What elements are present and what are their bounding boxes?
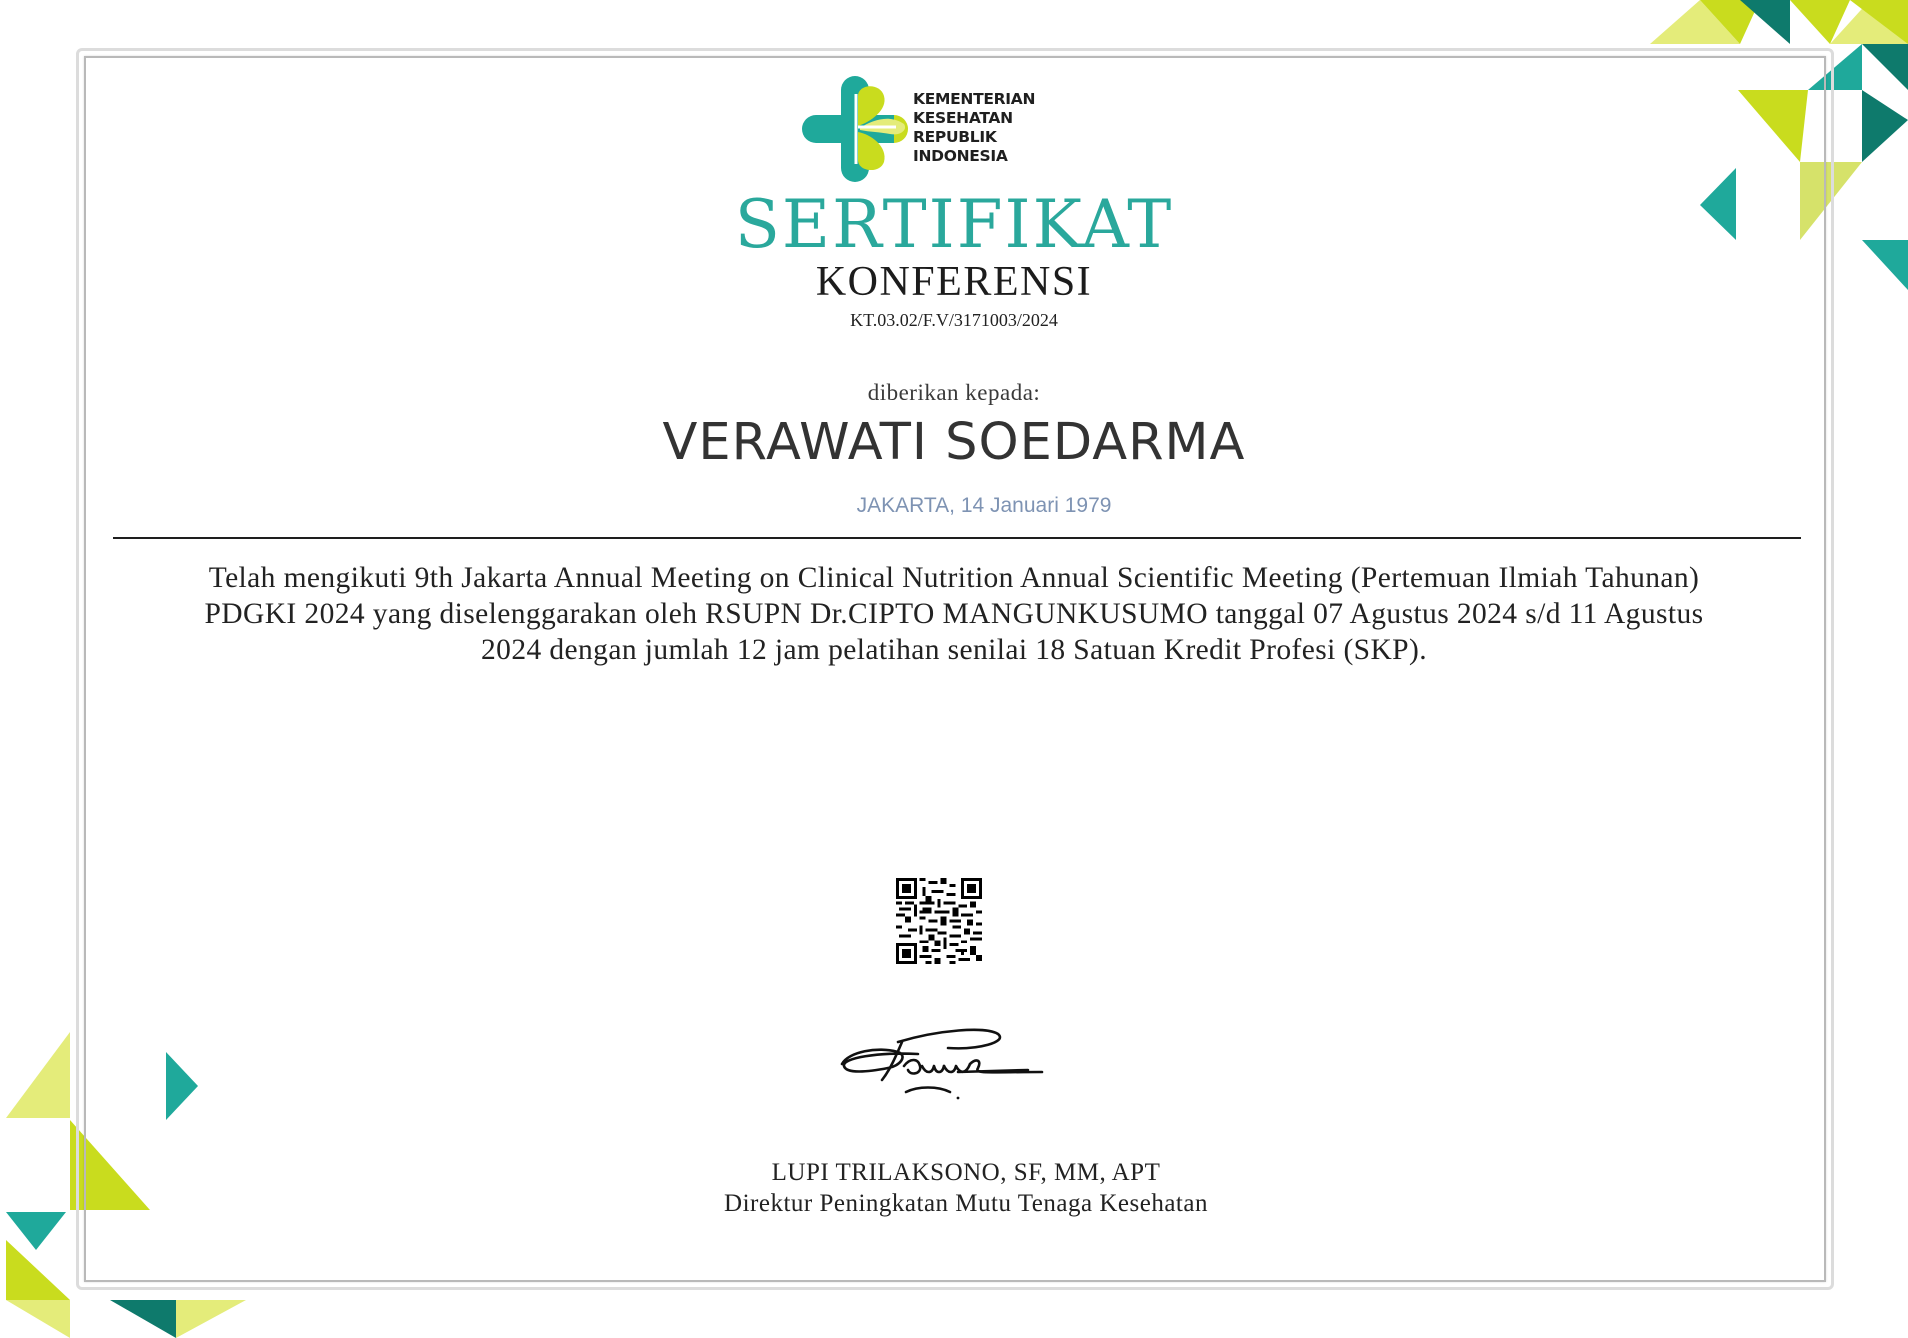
certificate-subtitle: KONFERENSI [815,259,1093,305]
logo-line-4: INDONESIA [913,147,1008,165]
divider-line [113,537,1801,539]
kemenkes-logo [800,74,1040,184]
signatory-title: Direktur Peningkatan Mutu Tenaga Kesehatan [724,1190,1208,1217]
deco-triangle [110,1300,176,1338]
certificate-number: KT.03.02/F.V/3171003/2024 [850,310,1058,330]
deco-triangle [6,1300,70,1338]
given-to-label: diberikan kepada: [867,380,1041,405]
recipient-name: VERAWATI SOEDARMA [662,413,1246,472]
certificate-title: SERTIFIKAT [734,186,1174,263]
deco-triangle [176,1300,246,1338]
logo-line-2: KESEHATAN [913,109,1013,127]
kemenkes-heart-icon [800,74,912,184]
logo-line-3: REPUBLIK [913,128,997,146]
logo-line-1: KEMENTERIAN [913,90,1036,108]
verification-qr-code [896,878,982,964]
kemenkes-wordmark [913,90,1035,166]
birth-place-date: JAKARTA, 14 Januari 1979 [856,494,1112,517]
deco-triangle [6,1240,70,1300]
certificate-description: Telah mengikuti 9th Jakarta Annual Meeting on Clinical Nutrition Annual Scientific Meeting (Pertemuan Ilmiah Tahunan) PDGKI 2024 yang diselenggarakan oleh RSUPN Dr.CIPTO MANGUNKUSUMO tanggal 07 Agustus 2024 s/d 11 Agustus 2024 dengan jumlah 12 jam pelatihan senilai 18 Satuan Kredit Profesi (SKP). [204,562,1704,666]
deco-triangle [1862,90,1908,162]
director-signature [838,1022,1044,1102]
deco-triangle [6,1032,70,1118]
deco-triangle [1862,44,1908,90]
signatory-name: LUPI TRILAKSONO, SF, MM, APT [771,1159,1161,1186]
